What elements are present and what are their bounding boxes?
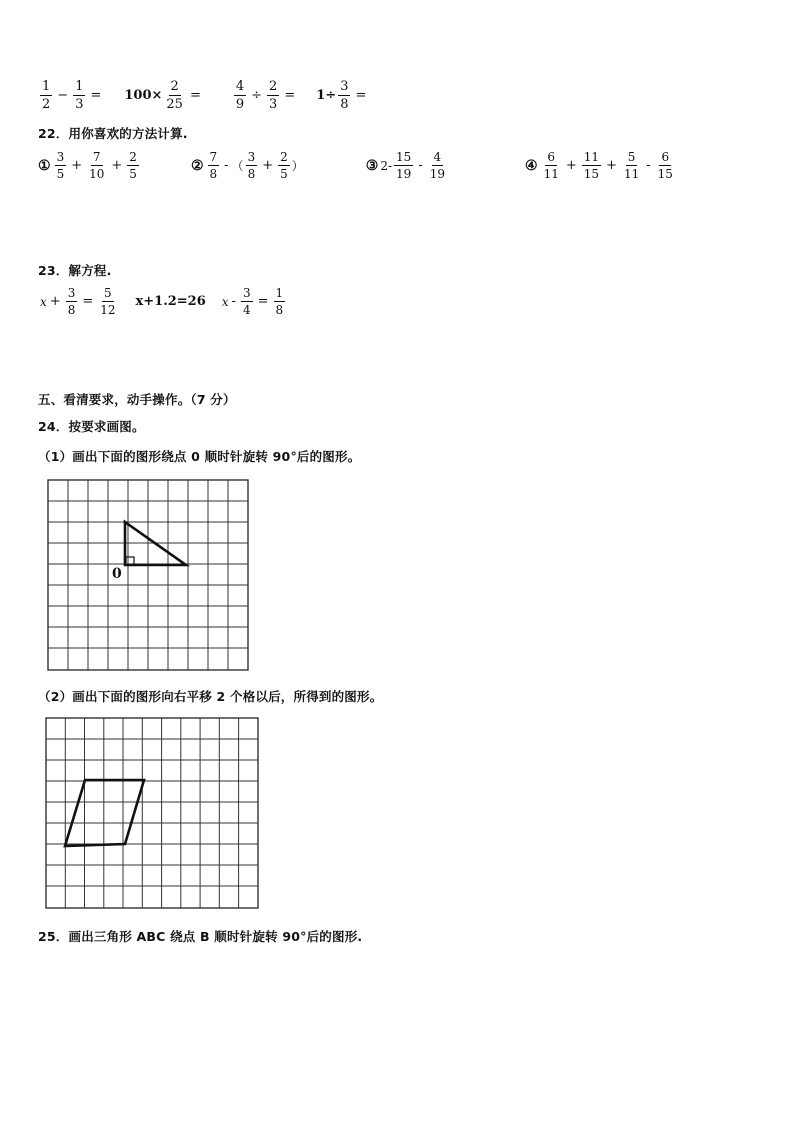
equation-2: x+1.2=26 [135, 294, 206, 309]
section-5-title: 五、看清要求，动手操作。（7 分） [38, 392, 236, 407]
expr-2: 100× $\frac{2}{25}$ = [124, 79, 201, 112]
fraction: $\frac{3}{8}$ [67, 286, 76, 317]
grid-1 [40, 476, 252, 676]
fraction: $\frac{2}{3}$ [269, 79, 278, 112]
fraction: $\frac{2}{25}$ [166, 79, 183, 112]
fraction: $\frac{2}{5}$ [280, 150, 288, 181]
fraction: $\frac{6}{11}$ [543, 150, 559, 181]
fraction: $\frac{1}{8}$ [275, 286, 284, 317]
q24-title: 24．按要求画图。 [38, 419, 145, 434]
fraction: $\frac{4}{9}$ [235, 79, 245, 112]
q24-part-2: （2）画出下面的图形向右平移 2 个格以后，所得到的图形。 [38, 689, 383, 704]
fraction: $\frac{3}{4}$ [242, 286, 251, 317]
q22-title: 22．用你喜欢的方法计算. [38, 126, 188, 141]
fraction: $\frac{11}{15}$ [583, 150, 600, 181]
fraction: $\frac{1}{2}$ [42, 79, 51, 112]
q23-equations [40, 287, 287, 316]
fraction: $\frac{4}{19}$ [429, 150, 445, 181]
q22-problem-4: ④ $\frac{6}{11}$ + $\frac{11}{15}$ + $\frac{5}{11}$ - $\frac{6}{15}$ [525, 150, 673, 181]
q22-problems [38, 151, 677, 180]
equation-1: x + $\frac{3}{8}$ = $\frac{5}{12}$ [40, 286, 116, 317]
point-o-label: 0 [112, 566, 122, 582]
fraction: $\frac{15}{19}$ [396, 150, 412, 181]
q22-problem-1: ① $\frac{3}{5}$ + $\frac{7}{10}$ + $\frac{2}{5}$ [38, 150, 137, 181]
fraction: $\frac{5}{11}$ [623, 150, 640, 181]
fraction: $\frac{7}{8}$ [209, 150, 218, 181]
q25-title: 25．画出三角形 ABC 绕点 B 顺时针旋转 90°后的图形. [38, 929, 363, 944]
q22-problem-3: ③ 2- $\frac{15}{19}$ - $\frac{4}{19}$ [365, 150, 445, 181]
expr-4: 1÷ $\frac{3}{8}$ = [316, 79, 367, 112]
fraction: $\frac{1}{3}$ [75, 79, 84, 112]
fraction: $\frac{7}{10}$ [89, 150, 105, 181]
fraction: $\frac{3}{8}$ [247, 150, 256, 181]
fraction: $\frac{6}{15}$ [657, 150, 673, 181]
expr-1: $\frac{1}{2}$ − $\frac{1}{3}$ = [42, 79, 102, 112]
q22-problem-2: ② $\frac{7}{8}$ - （ $\frac{3}{8}$ + $\frac{2}{5}$ ） [190, 150, 304, 181]
fraction: $\frac{2}{5}$ [129, 150, 137, 181]
q24-part-1: （1）画出下面的图形绕点 0 顺时针旋转 90°后的图形。 [38, 449, 361, 464]
q23-title: 23．解方程. [38, 263, 112, 278]
fraction: $\frac{3}{5}$ [56, 150, 65, 181]
calc-row-1 [38, 80, 369, 111]
grid-2 [40, 714, 264, 914]
equation-3: x - $\frac{3}{4}$ = $\frac{1}{8}$ [221, 286, 284, 317]
expr-3: $\frac{4}{9}$ ÷ $\frac{2}{3}$ = [235, 79, 296, 112]
fraction: $\frac{3}{8}$ [340, 79, 349, 112]
parallelogram [65, 780, 144, 846]
fraction: $\frac{5}{12}$ [100, 286, 116, 317]
